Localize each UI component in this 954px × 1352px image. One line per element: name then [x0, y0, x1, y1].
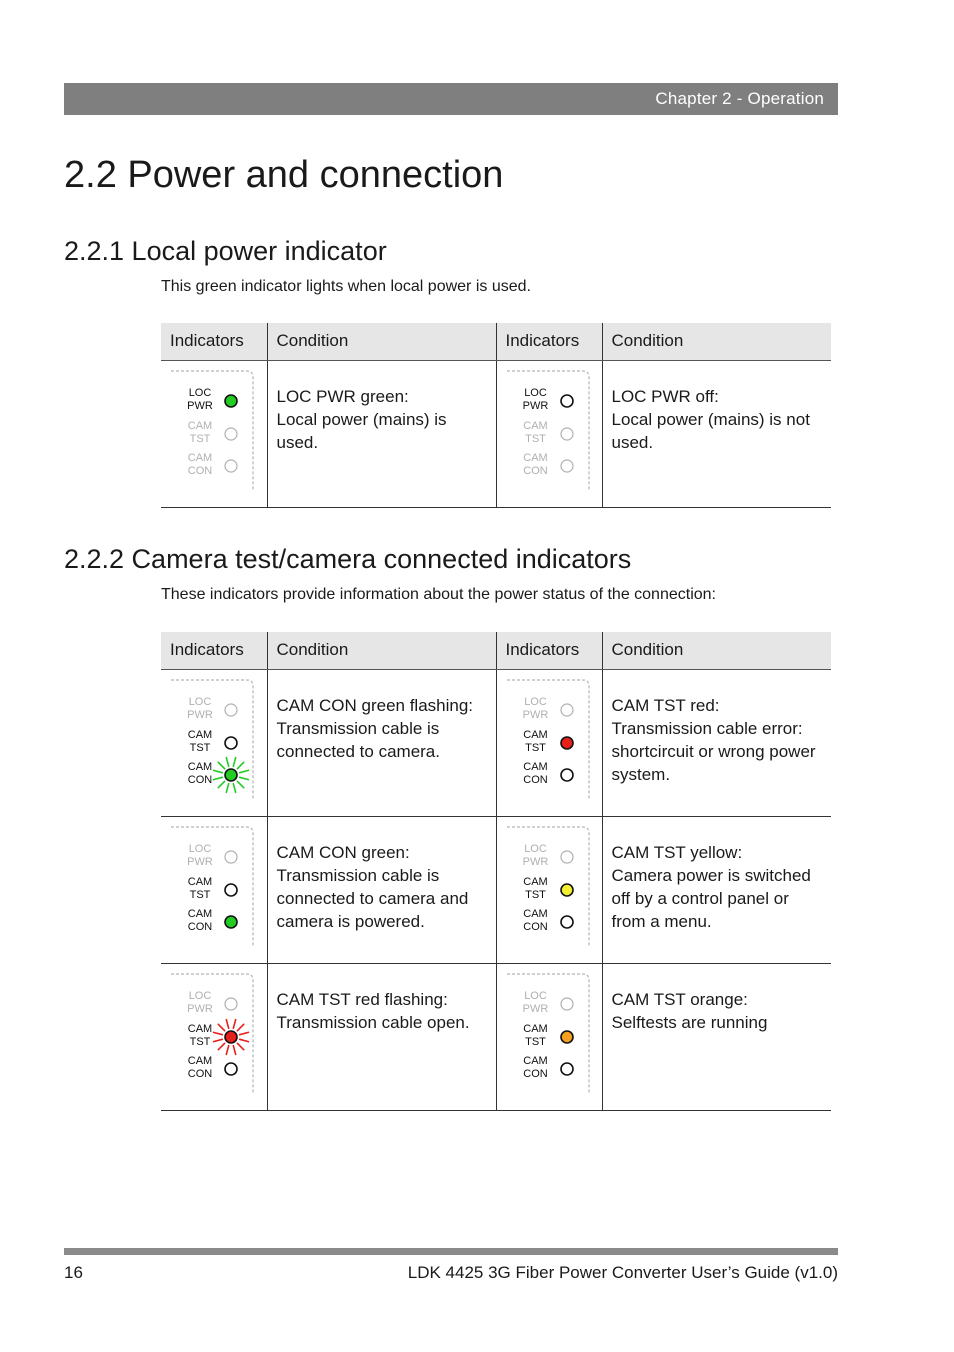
led-label-line: TST [189, 432, 211, 445]
led-label [522, 908, 550, 934]
condition-description: Transmission cable error: shortcircuit or wrong power system. [611, 718, 816, 784]
indicator-panel-graphic [161, 964, 267, 1110]
indicator-cell [161, 963, 267, 1110]
led-label [522, 420, 550, 446]
column-header: Condition [602, 632, 831, 669]
led-label-line: CAM [523, 1054, 548, 1067]
table-row [161, 816, 831, 963]
condition-cell [267, 963, 496, 1110]
condition-description: Local power (mains) is not used. [611, 409, 810, 452]
condition-description: Transmission cable is connected to camera and camera is powered. [276, 865, 469, 931]
led-label [186, 452, 214, 478]
local-power-table [161, 323, 831, 508]
section-heading-local-power: 2.2.1 Local power indicator [64, 236, 387, 266]
document-title: LDK 4425 3G Fiber Power Converter User’s Guide (v1.0) [407, 1263, 838, 1282]
section-intro-camera-indicators: These indicators provide information about the power status of the connection: [161, 586, 716, 603]
condition-cell [602, 360, 831, 507]
led-black [225, 737, 237, 749]
led-label-line: CAM [523, 419, 548, 432]
led-label [522, 1023, 550, 1049]
led-black [561, 769, 573, 781]
led-off [561, 428, 573, 440]
led-label-line: PWR [187, 855, 213, 868]
table-row [161, 360, 831, 507]
led-label-line: LOC [524, 989, 547, 1002]
column-header: Condition [267, 632, 496, 669]
indicator-panel-graphic [161, 670, 267, 816]
led-label-line: TST [525, 432, 546, 445]
led-label [186, 1055, 214, 1081]
condition-cell [267, 816, 496, 963]
footer-bar [64, 1248, 838, 1255]
led-label [186, 420, 214, 446]
indicator-panel-graphic [497, 361, 603, 507]
led-label-line: CAM [523, 875, 548, 888]
condition-title: CAM CON green flashing: [276, 695, 474, 715]
condition-cell [267, 360, 496, 507]
led-yellow [561, 884, 573, 896]
condition-cell [602, 816, 831, 963]
condition-description: Selftests are running [611, 1012, 768, 1032]
led-label-line: PWR [187, 708, 213, 721]
indicator-panel [161, 964, 267, 1110]
led-label-line: LOC [524, 695, 547, 708]
led-label-line: PWR [522, 1002, 549, 1015]
led-off [225, 460, 237, 472]
condition-title: LOC PWR green: [276, 386, 409, 406]
led-red [225, 1031, 237, 1043]
led-label-line: CAM [187, 1054, 213, 1067]
led-label-line: LOC [188, 695, 212, 708]
led-label-line: CON [523, 464, 548, 477]
condition-description: Transmission cable open. [276, 1012, 470, 1032]
indicator-panel-graphic [497, 964, 603, 1110]
led-label [522, 843, 550, 869]
led-label [186, 696, 214, 722]
led-off [225, 428, 237, 440]
led-label-line: LOC [524, 842, 547, 855]
indicator-panel [161, 817, 267, 963]
led-label-line: PWR [187, 1002, 213, 1015]
led-label-line: TST [525, 888, 546, 901]
led-label-line: LOC [188, 989, 212, 1002]
led-label-line: CAM [187, 728, 213, 741]
led-red [561, 737, 573, 749]
led-label-line: CAM [523, 728, 548, 741]
led-black [225, 884, 237, 896]
led-label-line: TST [525, 741, 546, 754]
led-black [561, 395, 573, 407]
led-label-line: PWR [522, 855, 549, 868]
led-label-line: CAM [187, 875, 213, 888]
led-label [186, 387, 214, 413]
page-number: 16 [64, 1263, 83, 1282]
led-label [522, 387, 550, 413]
table-header-row [161, 323, 831, 360]
indicator-panel [161, 361, 267, 507]
led-label [522, 729, 550, 755]
led-green [225, 916, 237, 928]
led-label-line: CON [523, 1067, 548, 1080]
condition-title: CAM TST red flashing: [276, 989, 448, 1009]
indicator-cell [161, 669, 267, 816]
section-intro-local-power: This green indicator lights when local power is used. [161, 278, 531, 295]
condition-cell [602, 669, 831, 816]
led-label [522, 1055, 550, 1081]
led-label [522, 876, 550, 902]
led-black [561, 1063, 573, 1075]
led-label [186, 729, 214, 755]
led-label-line: CAM [187, 419, 213, 432]
led-black [561, 916, 573, 928]
indicator-cell [496, 816, 602, 963]
led-label-line: LOC [524, 386, 547, 399]
led-label-line: LOC [188, 842, 212, 855]
indicator-panel-graphic [161, 817, 267, 963]
indicator-panel [497, 361, 603, 507]
table-row [161, 963, 831, 1110]
camera-indicators-table [161, 632, 831, 1111]
led-label-line: TST [525, 1035, 546, 1048]
condition-description: Local power (mains) is used. [276, 409, 447, 452]
led-off [225, 851, 237, 863]
column-header: Indicators [161, 323, 267, 360]
led-label-line: CAM [523, 451, 548, 464]
indicator-panel [497, 670, 603, 816]
led-label-line: LOC [188, 386, 212, 399]
condition-description: Camera power is switched off by a control panel or from a menu. [611, 865, 811, 931]
condition-title: CAM CON green: [276, 842, 410, 862]
led-orange [561, 1031, 573, 1043]
led-label [186, 908, 214, 934]
led-label-line: CAM [187, 1022, 213, 1035]
indicator-cell [161, 816, 267, 963]
column-header: Indicators [496, 632, 602, 669]
led-off [561, 460, 573, 472]
page-title: 2.2 Power and connection [64, 154, 504, 196]
indicator-panel [497, 817, 603, 963]
led-label [522, 696, 550, 722]
led-label-line: CAM [187, 451, 213, 464]
column-header: Condition [602, 323, 831, 360]
led-label [186, 843, 214, 869]
led-off [561, 704, 573, 716]
indicator-panel-graphic [497, 670, 603, 816]
led-label [522, 761, 550, 787]
condition-title: LOC PWR off: [611, 386, 719, 406]
condition-description: Transmission cable is connected to camera. [276, 718, 440, 761]
indicator-cell [496, 963, 602, 1110]
column-header: Indicators [161, 632, 267, 669]
led-label [186, 876, 214, 902]
chapter-header-bar [64, 83, 838, 115]
condition-title: CAM TST yellow: [611, 842, 743, 862]
led-label-line: CON [187, 1067, 213, 1080]
led-label-line: CAM [523, 760, 548, 773]
indicator-cell [496, 360, 602, 507]
led-off [225, 998, 237, 1010]
led-off [561, 851, 573, 863]
led-label-line: CON [187, 773, 213, 786]
led-label-line: CAM [187, 760, 213, 773]
column-header: Condition [267, 323, 496, 360]
led-label [186, 761, 214, 787]
led-label [522, 452, 550, 478]
chapter-title: Chapter 2 - Operation [655, 89, 824, 108]
section-heading-camera-indicators: 2.2.2 Camera test/camera connected indicators [64, 544, 632, 574]
led-off [225, 704, 237, 716]
led-green [225, 395, 237, 407]
indicator-cell [161, 360, 267, 507]
indicator-cell [496, 669, 602, 816]
column-header: Indicators [496, 323, 602, 360]
indicator-panel [497, 964, 603, 1110]
table-header-row [161, 632, 831, 669]
table-row [161, 669, 831, 816]
led-label-line: PWR [522, 399, 549, 412]
led-label [522, 990, 550, 1016]
led-green [225, 769, 237, 781]
condition-title: CAM TST red: [611, 695, 720, 715]
led-label-line: TST [189, 888, 211, 901]
indicator-panel-graphic [161, 361, 267, 507]
led-label-line: PWR [187, 399, 213, 412]
led-label [186, 1023, 214, 1049]
led-label [186, 990, 214, 1016]
condition-cell [267, 669, 496, 816]
led-label-line: TST [189, 1035, 211, 1048]
led-label-line: CON [187, 464, 213, 477]
led-black [225, 1063, 237, 1075]
led-label-line: CON [187, 920, 213, 933]
indicator-panel [161, 670, 267, 816]
condition-cell [602, 963, 831, 1110]
led-label-line: CON [523, 773, 548, 786]
led-off [561, 998, 573, 1010]
led-label-line: CAM [523, 907, 548, 920]
led-label-line: CON [523, 920, 548, 933]
led-label-line: TST [189, 741, 211, 754]
indicator-panel-graphic [497, 817, 603, 963]
led-label-line: PWR [522, 708, 549, 721]
led-label-line: CAM [187, 907, 213, 920]
condition-title: CAM TST orange: [611, 989, 748, 1009]
led-label-line: CAM [523, 1022, 548, 1035]
